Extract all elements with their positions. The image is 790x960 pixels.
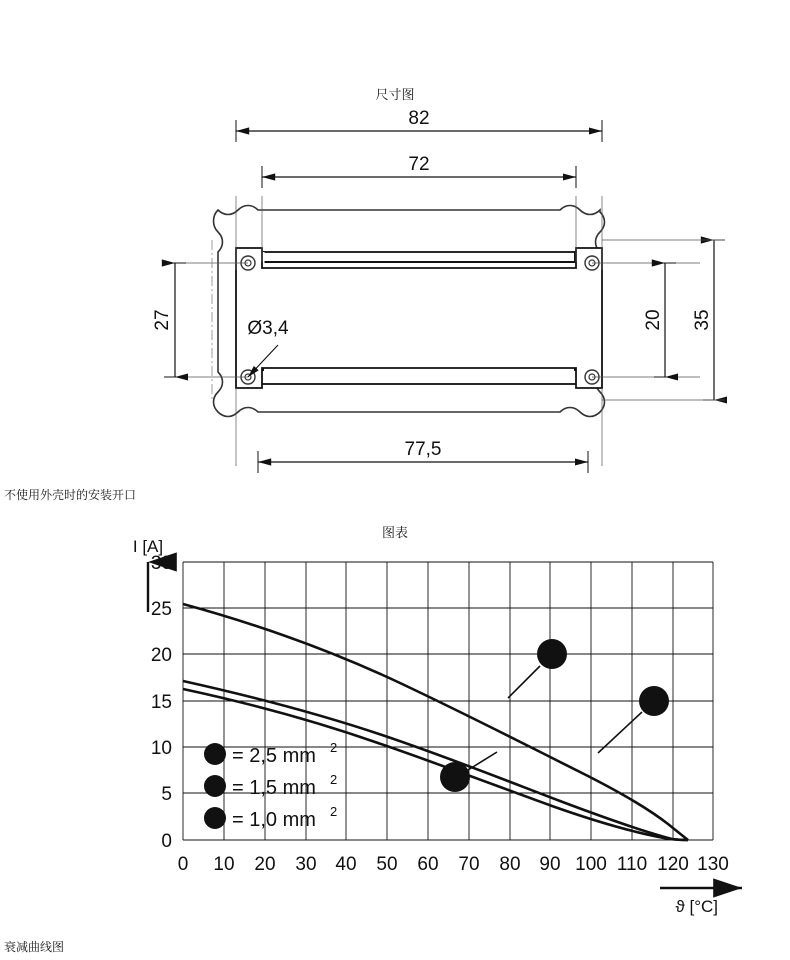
y-tick-10: 10 <box>150 738 172 759</box>
legend-exponent-2: 2 <box>330 772 338 787</box>
x-tick-labels <box>178 854 729 875</box>
y-tick-15: 15 <box>150 692 172 713</box>
cutout-shape <box>236 248 602 388</box>
x-tick-90: 90 <box>539 854 561 875</box>
legend-exponent-3: 2 <box>330 804 338 819</box>
dimension-35-label: 35 <box>692 309 713 331</box>
y-tick-0: 0 <box>161 831 172 852</box>
legend-marker-1: 1 <box>211 748 219 763</box>
legend-label-3: = 1,0 mm <box>232 809 316 831</box>
y-tick-30: 30 <box>150 553 172 574</box>
x-tick-110: 110 <box>616 854 648 875</box>
legend-label-2: = 1,5 mm <box>232 777 316 799</box>
legend-marker-3: 3 <box>211 812 219 827</box>
derating-chart <box>0 500 790 960</box>
y-tick-25: 25 <box>150 599 172 620</box>
x-axis-label: ϑ [°C] <box>675 897 718 916</box>
dimension-77-5-label: 77,5 <box>404 439 442 460</box>
callout-1-label: 1 <box>547 646 557 665</box>
x-tick-10: 10 <box>213 854 235 875</box>
y-tick-20: 20 <box>150 645 172 666</box>
y-axis-label: I [A] <box>132 537 164 556</box>
chart-curves <box>183 604 688 840</box>
x-axis <box>660 888 742 916</box>
legend-marker-2: 2 <box>211 780 219 795</box>
chart-footnote: 衰减曲线图 <box>4 940 65 954</box>
dimension-27-label: 27 <box>152 309 173 331</box>
x-tick-30: 30 <box>295 854 317 875</box>
dimension-72 <box>262 154 576 188</box>
chart-title: 图表 <box>381 525 408 540</box>
dimension-drawing-title: 尺寸图 <box>375 87 415 102</box>
callout-2-label: 2 <box>649 693 659 712</box>
legend-label-1: = 2,5 mm <box>232 745 316 767</box>
dimension-drawing-footnote: 不使用外壳时的安装开口 <box>4 488 137 502</box>
x-tick-40: 40 <box>335 854 357 875</box>
dimension-72-label: 72 <box>408 154 430 175</box>
x-tick-20: 20 <box>254 854 276 875</box>
x-tick-120: 120 <box>657 854 689 875</box>
dimension-20-label: 20 <box>643 309 664 331</box>
x-tick-70: 70 <box>458 854 480 875</box>
y-tick-labels <box>151 553 172 852</box>
chart-legend <box>204 740 337 831</box>
dimension-82 <box>236 108 602 142</box>
x-tick-50: 50 <box>376 854 398 875</box>
x-tick-100: 100 <box>575 854 607 875</box>
x-tick-0: 0 <box>177 854 189 875</box>
hole-diameter-label: Ø3,4 <box>247 318 289 339</box>
x-tick-130: 130 <box>697 854 729 875</box>
x-tick-80: 80 <box>499 854 521 875</box>
dimension-77-5 <box>258 439 588 473</box>
callout-2 <box>598 686 669 753</box>
legend-exponent-1: 2 <box>330 740 338 755</box>
dimension-20 <box>643 263 676 377</box>
dimension-27 <box>152 263 186 377</box>
y-tick-5: 5 <box>161 784 172 805</box>
dimension-82-label: 82 <box>408 108 430 129</box>
curve-series-1 <box>183 604 688 840</box>
callout-3-label: 3 <box>450 769 460 788</box>
callout-1 <box>508 639 567 698</box>
x-tick-60: 60 <box>417 854 439 875</box>
